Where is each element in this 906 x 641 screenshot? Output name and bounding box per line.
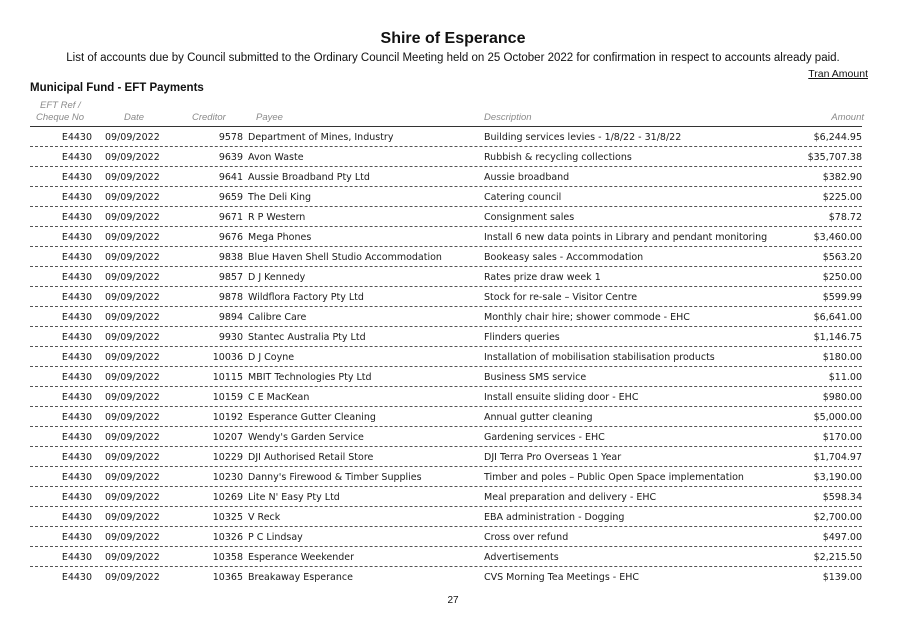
document-subtitle: List of accounts due by Council submitted to the Ordinary Council Meeting held on 25 October 2022 for confirmation in respect to accounts already paid. [66, 52, 840, 64]
cell-description: Timber and poles – Public Open Space implementation [484, 472, 744, 483]
cell-payee: Calibre Care [248, 312, 307, 323]
cell-payee: Breakaway Esperance [248, 572, 353, 583]
header-creditor: Creditor [192, 112, 226, 123]
header-payee: Payee [256, 112, 283, 123]
cell-payee: P C Lindsay [248, 532, 303, 543]
cell-amount: $497.00 [822, 532, 862, 543]
cell-payee: Mega Phones [248, 232, 312, 243]
header-description: Description [484, 112, 532, 123]
cell-date: 09/09/2022 [105, 272, 160, 283]
cell-date: 09/09/2022 [105, 552, 160, 563]
cell-creditor: 9838 [218, 252, 243, 263]
cell-date: 09/09/2022 [105, 172, 160, 183]
cell-payee: Aussie Broadband Pty Ltd [248, 172, 370, 183]
cell-creditor: 10365 [212, 572, 243, 583]
cell-date: 09/09/2022 [105, 352, 160, 363]
cell-description: Catering council [484, 192, 562, 203]
cell-description: Building services levies - 1/8/22 - 31/8/22 [484, 132, 682, 143]
cell-description: Consignment sales [484, 212, 575, 223]
cell-ref: E4430 [61, 152, 92, 163]
cell-date: 09/09/2022 [105, 372, 160, 383]
cell-description: DJI Terra Pro Overseas 1 Year [484, 452, 622, 463]
cell-description: Gardening services - EHC [484, 432, 605, 443]
cell-date: 09/09/2022 [105, 512, 160, 523]
table-row [30, 527, 862, 547]
cell-amount: $6,641.00 [813, 312, 862, 323]
cell-ref: E4430 [61, 212, 92, 223]
table-row [30, 367, 862, 387]
cell-description: Stock for re-sale – Visitor Centre [484, 292, 638, 303]
table-row [30, 187, 862, 207]
cell-date: 09/09/2022 [105, 532, 160, 543]
cell-creditor: 10159 [212, 392, 243, 403]
cell-payee: Blue Haven Shell Studio Accommodation [248, 252, 442, 263]
cell-description: Meal preparation and delivery - EHC [484, 492, 657, 503]
table-row [30, 147, 862, 167]
table-row [30, 487, 862, 507]
cell-amount: $225.00 [822, 192, 862, 203]
cell-payee: Danny's Firewood & Timber Supplies [248, 472, 422, 483]
cell-creditor: 10230 [212, 472, 243, 483]
cell-description: Installation of mobilisation stabilisation products [484, 352, 715, 363]
cell-amount: $599.99 [822, 292, 862, 303]
table-row [30, 347, 862, 367]
cell-amount: $3,190.00 [813, 472, 862, 483]
cell-description: Annual gutter cleaning [484, 412, 593, 423]
cell-creditor: 10358 [212, 552, 243, 563]
cell-ref: E4430 [61, 532, 92, 543]
cell-ref: E4430 [61, 492, 92, 503]
cell-payee: MBIT Technologies Pty Ltd [248, 372, 372, 383]
cell-creditor: 9857 [218, 272, 243, 283]
cell-amount: $6,244.95 [813, 132, 862, 143]
cell-creditor: 9930 [218, 332, 243, 343]
cell-creditor: 10325 [212, 512, 243, 523]
cell-payee: Esperance Gutter Cleaning [248, 412, 376, 423]
cell-ref: E4430 [61, 352, 92, 363]
cell-date: 09/09/2022 [105, 452, 160, 463]
cell-amount: $598.34 [822, 492, 862, 503]
cell-date: 09/09/2022 [105, 472, 160, 483]
cell-payee: D J Kennedy [248, 272, 306, 283]
cell-date: 09/09/2022 [105, 312, 160, 323]
cell-description: CVS Morning Tea Meetings - EHC [484, 572, 640, 583]
cell-description: Rates prize draw week 1 [484, 272, 601, 283]
cell-amount: $5,000.00 [813, 412, 862, 423]
cell-creditor: 10326 [212, 532, 243, 543]
table-row [30, 207, 862, 227]
cell-ref: E4430 [61, 572, 92, 583]
table-row [30, 427, 862, 447]
cell-creditor: 9671 [218, 212, 243, 223]
cell-creditor: 9641 [218, 172, 243, 183]
header-date: Date [124, 112, 145, 123]
cell-ref: E4430 [61, 192, 92, 203]
cell-creditor: 9878 [218, 292, 243, 303]
cell-ref: E4430 [61, 512, 92, 523]
tran-amount-label: Tran Amount [808, 68, 868, 80]
cell-amount: $35,707.38 [807, 152, 862, 163]
table-row [30, 227, 862, 247]
cell-creditor: 10115 [212, 372, 243, 383]
cell-description: Flinders queries [484, 332, 560, 343]
cell-ref: E4430 [61, 472, 92, 483]
cell-creditor: 9639 [218, 152, 243, 163]
cell-amount: $170.00 [822, 432, 862, 443]
cell-payee: C E MacKean [248, 392, 310, 403]
cell-description: Cross over refund [484, 532, 569, 543]
cell-ref: E4430 [61, 132, 92, 143]
header-amount: Amount [831, 112, 864, 123]
cell-creditor: 9659 [218, 192, 243, 203]
table-row [30, 127, 862, 147]
cell-payee: Avon Waste [248, 152, 304, 163]
cell-amount: $2,215.50 [813, 552, 862, 563]
cell-creditor: 10207 [212, 432, 243, 443]
payments-table-body [30, 127, 862, 586]
table-row [30, 547, 862, 567]
cell-amount: $250.00 [822, 272, 862, 283]
cell-amount: $2,700.00 [813, 512, 862, 523]
cell-amount: $139.00 [822, 572, 862, 583]
cell-date: 09/09/2022 [105, 432, 160, 443]
cell-description: Install 6 new data points in Library and pendant monitoring [484, 232, 768, 243]
cell-payee: Lite N' Easy Pty Ltd [248, 492, 340, 503]
table-row [30, 247, 862, 267]
cell-amount: $1,146.75 [813, 332, 862, 343]
cell-creditor: 9578 [218, 132, 243, 143]
cell-creditor: 9676 [218, 232, 243, 243]
page-number: 27 [447, 595, 459, 606]
cell-ref: E4430 [61, 292, 92, 303]
cell-ref: E4430 [61, 332, 92, 343]
cell-ref: E4430 [61, 172, 92, 183]
cell-amount: $980.00 [822, 392, 862, 403]
cell-description: Aussie broadband [484, 172, 570, 183]
cell-date: 09/09/2022 [105, 152, 160, 163]
cell-date: 09/09/2022 [105, 192, 160, 203]
cell-ref: E4430 [61, 232, 92, 243]
cell-amount: $3,460.00 [813, 232, 862, 243]
cell-amount: $1,704.97 [813, 452, 862, 463]
table-row [30, 327, 862, 347]
cell-ref: E4430 [61, 452, 92, 463]
table-row [30, 167, 862, 187]
cell-description: Bookeasy sales - Accommodation [484, 252, 644, 263]
header-ref-line2: Cheque No [36, 112, 85, 123]
cell-creditor: 10229 [212, 452, 243, 463]
cell-date: 09/09/2022 [105, 392, 160, 403]
table-row [30, 467, 862, 487]
cell-date: 09/09/2022 [105, 492, 160, 503]
cell-ref: E4430 [61, 272, 92, 283]
cell-date: 09/09/2022 [105, 232, 160, 243]
cell-payee: Wildflora Factory Pty Ltd [248, 292, 364, 303]
table-row [30, 387, 862, 407]
cell-description: Install ensuite sliding door - EHC [484, 392, 639, 403]
table-row [30, 267, 862, 287]
table-row [30, 287, 862, 307]
document-title: Shire of Esperance [380, 30, 526, 47]
cell-payee: D J Coyne [248, 352, 295, 363]
table-row [30, 447, 862, 467]
cell-description: Advertisements [484, 552, 559, 563]
table-row [30, 507, 862, 527]
cell-ref: E4430 [61, 432, 92, 443]
cell-payee: Department of Mines, Industry [248, 132, 394, 143]
cell-date: 09/09/2022 [105, 212, 160, 223]
cell-payee: Wendy's Garden Service [248, 432, 364, 443]
cell-amount: $563.20 [822, 252, 862, 263]
cell-date: 09/09/2022 [105, 572, 160, 583]
cell-date: 09/09/2022 [105, 412, 160, 423]
cell-payee: Esperance Weekender [248, 552, 354, 563]
cell-date: 09/09/2022 [105, 252, 160, 263]
cell-payee: R P Western [248, 212, 306, 223]
cell-description: Monthly chair hire; shower commode - EHC [484, 312, 690, 323]
cell-payee: V Reck [248, 512, 281, 523]
cell-ref: E4430 [61, 392, 92, 403]
cell-creditor: 10269 [212, 492, 243, 503]
cell-date: 09/09/2022 [105, 132, 160, 143]
cell-payee: The Deli King [248, 192, 312, 203]
cell-amount: $180.00 [822, 352, 862, 363]
cell-date: 09/09/2022 [105, 292, 160, 303]
cell-description: EBA administration - Dogging [484, 512, 625, 523]
cell-payee: Stantec Australia Pty Ltd [248, 332, 366, 343]
cell-payee: DJI Authorised Retail Store [248, 452, 374, 463]
cell-creditor: 10192 [212, 412, 243, 423]
cell-date: 09/09/2022 [105, 332, 160, 343]
header-ref-line1: EFT Ref / [40, 100, 81, 111]
cell-amount: $78.72 [828, 212, 862, 223]
table-row [30, 567, 862, 586]
cell-ref: E4430 [61, 552, 92, 563]
cell-ref: E4430 [61, 412, 92, 423]
cell-amount: $382.90 [822, 172, 862, 183]
cell-creditor: 10036 [212, 352, 243, 363]
cell-description: Business SMS service [484, 372, 587, 383]
cell-amount: $11.00 [828, 372, 862, 383]
cell-ref: E4430 [61, 312, 92, 323]
cell-ref: E4430 [61, 372, 92, 383]
table-row [30, 307, 862, 327]
cell-description: Rubbish & recycling collections [484, 152, 632, 163]
fund-title: Municipal Fund - EFT Payments [30, 82, 204, 94]
cell-creditor: 9894 [218, 312, 243, 323]
cell-ref: E4430 [61, 252, 92, 263]
table-row [30, 407, 862, 427]
